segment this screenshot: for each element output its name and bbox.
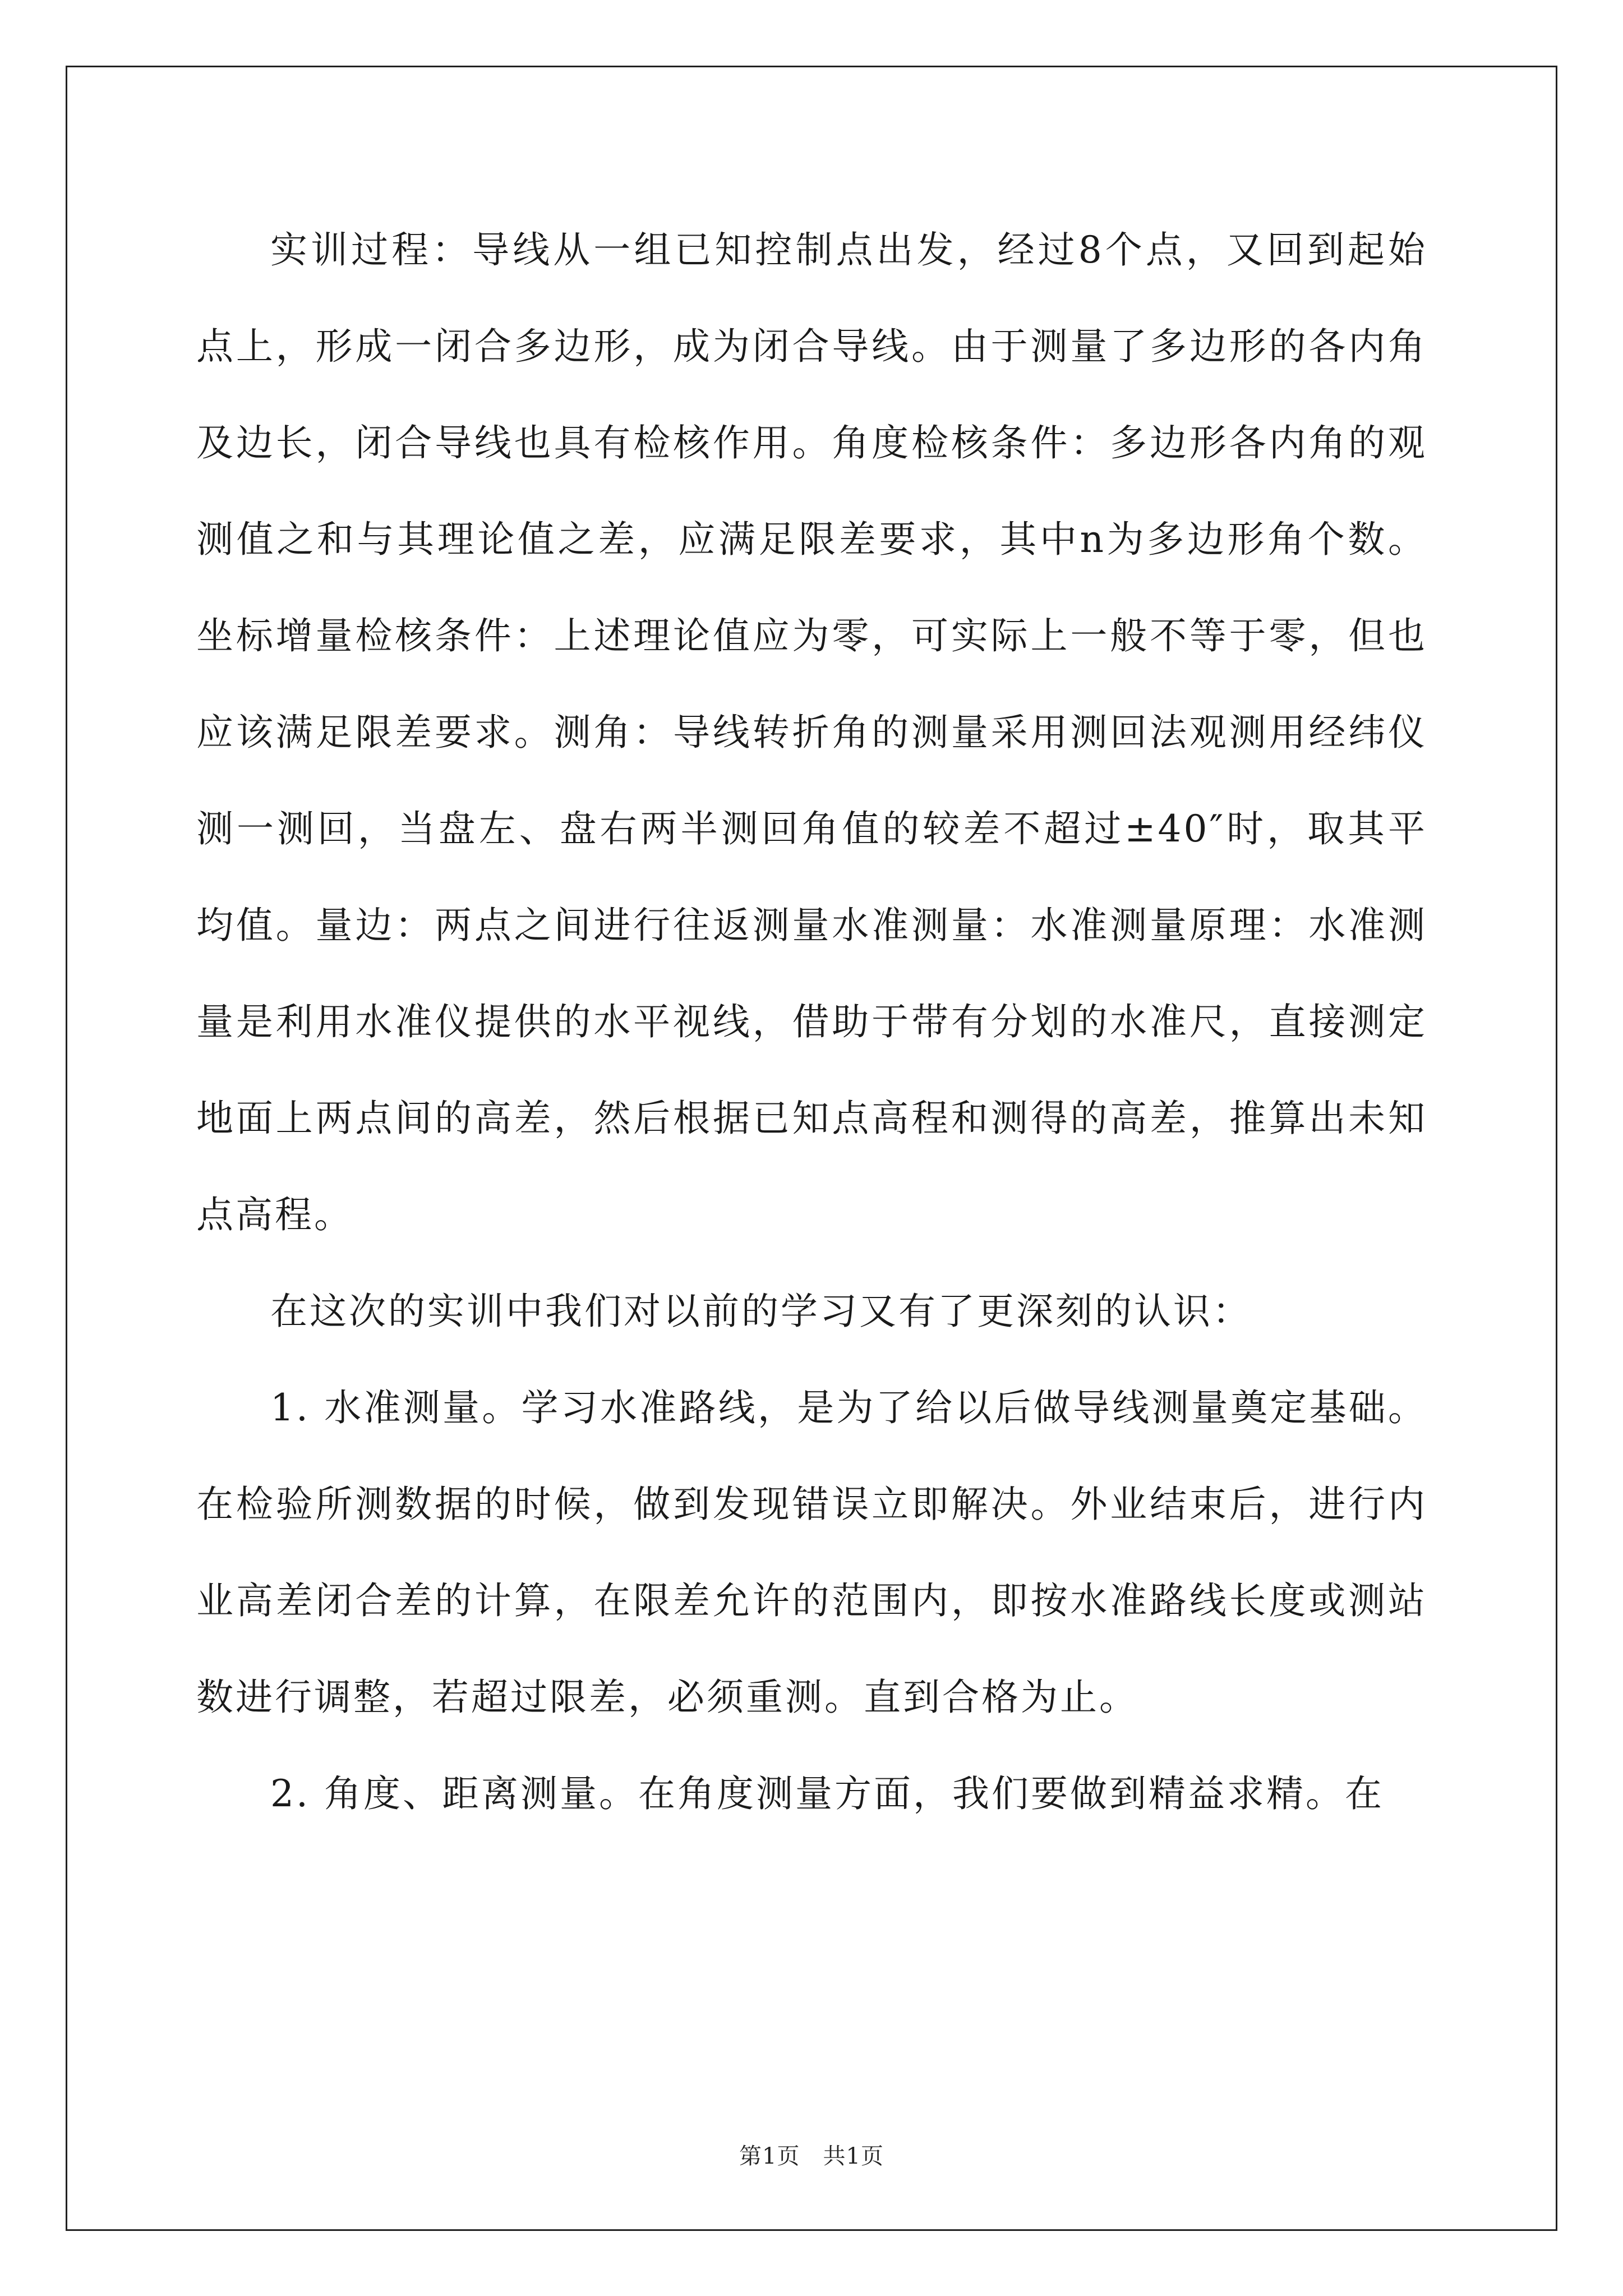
paragraph-leveling-survey: 1. 水准测量。学习水准路线，是为了给以后做导线测量奠定基础。在检验所测数据的时候，做到发现错误立即解决。外业结束后，进行内业高差闭合差的计算，在限差允许的范围内，即按水准路线长度或测站数进行调整，若超过限差，必须重测。直到合格为止。 (196, 1386, 1427, 1719)
document-body (196, 202, 1427, 1842)
paragraph-angle-distance: 2. 角度、距离测量。在角度测量方面，我们要做到精益求精。在 (270, 1772, 1384, 1815)
paragraph-new-understanding: 在这次的实训中我们对以前的学习又有了更深刻的认识： (270, 1290, 1252, 1333)
page-footer: 第1页 共1页 (739, 2143, 884, 2169)
paragraph-training-process: 实训过程：导线从一组已知控制点出发，经过8个点，又回到起始点上，形成一闭合多边形，成为闭合导线。由于测量了多边形的各内角及边长，闭合导线也具有检核作用。角度检核条件：多边形各内角的观测值之和与其理论值之差，应满足限差要求，其中n为多边形角个数。坐标增量检核条件：上述理论值应为零，可实际上一般不等于零，但也应该满足限差要求。测角：导线转折角的测量采用测回法观测用经纬仪测一测回，当盘左、盘右两半测回角值的较差不超过±40″时，取其平均值。量边：两点之间进行往返测量水准测量：水准测量原理：水准测量是利用水准仪提供的水平视线，借助于带有分划的水准尺，直接测定地面上两点间的高差，然后根据已知点高程和测得的高差，推算出未知点高程。 (196, 228, 1427, 1236)
